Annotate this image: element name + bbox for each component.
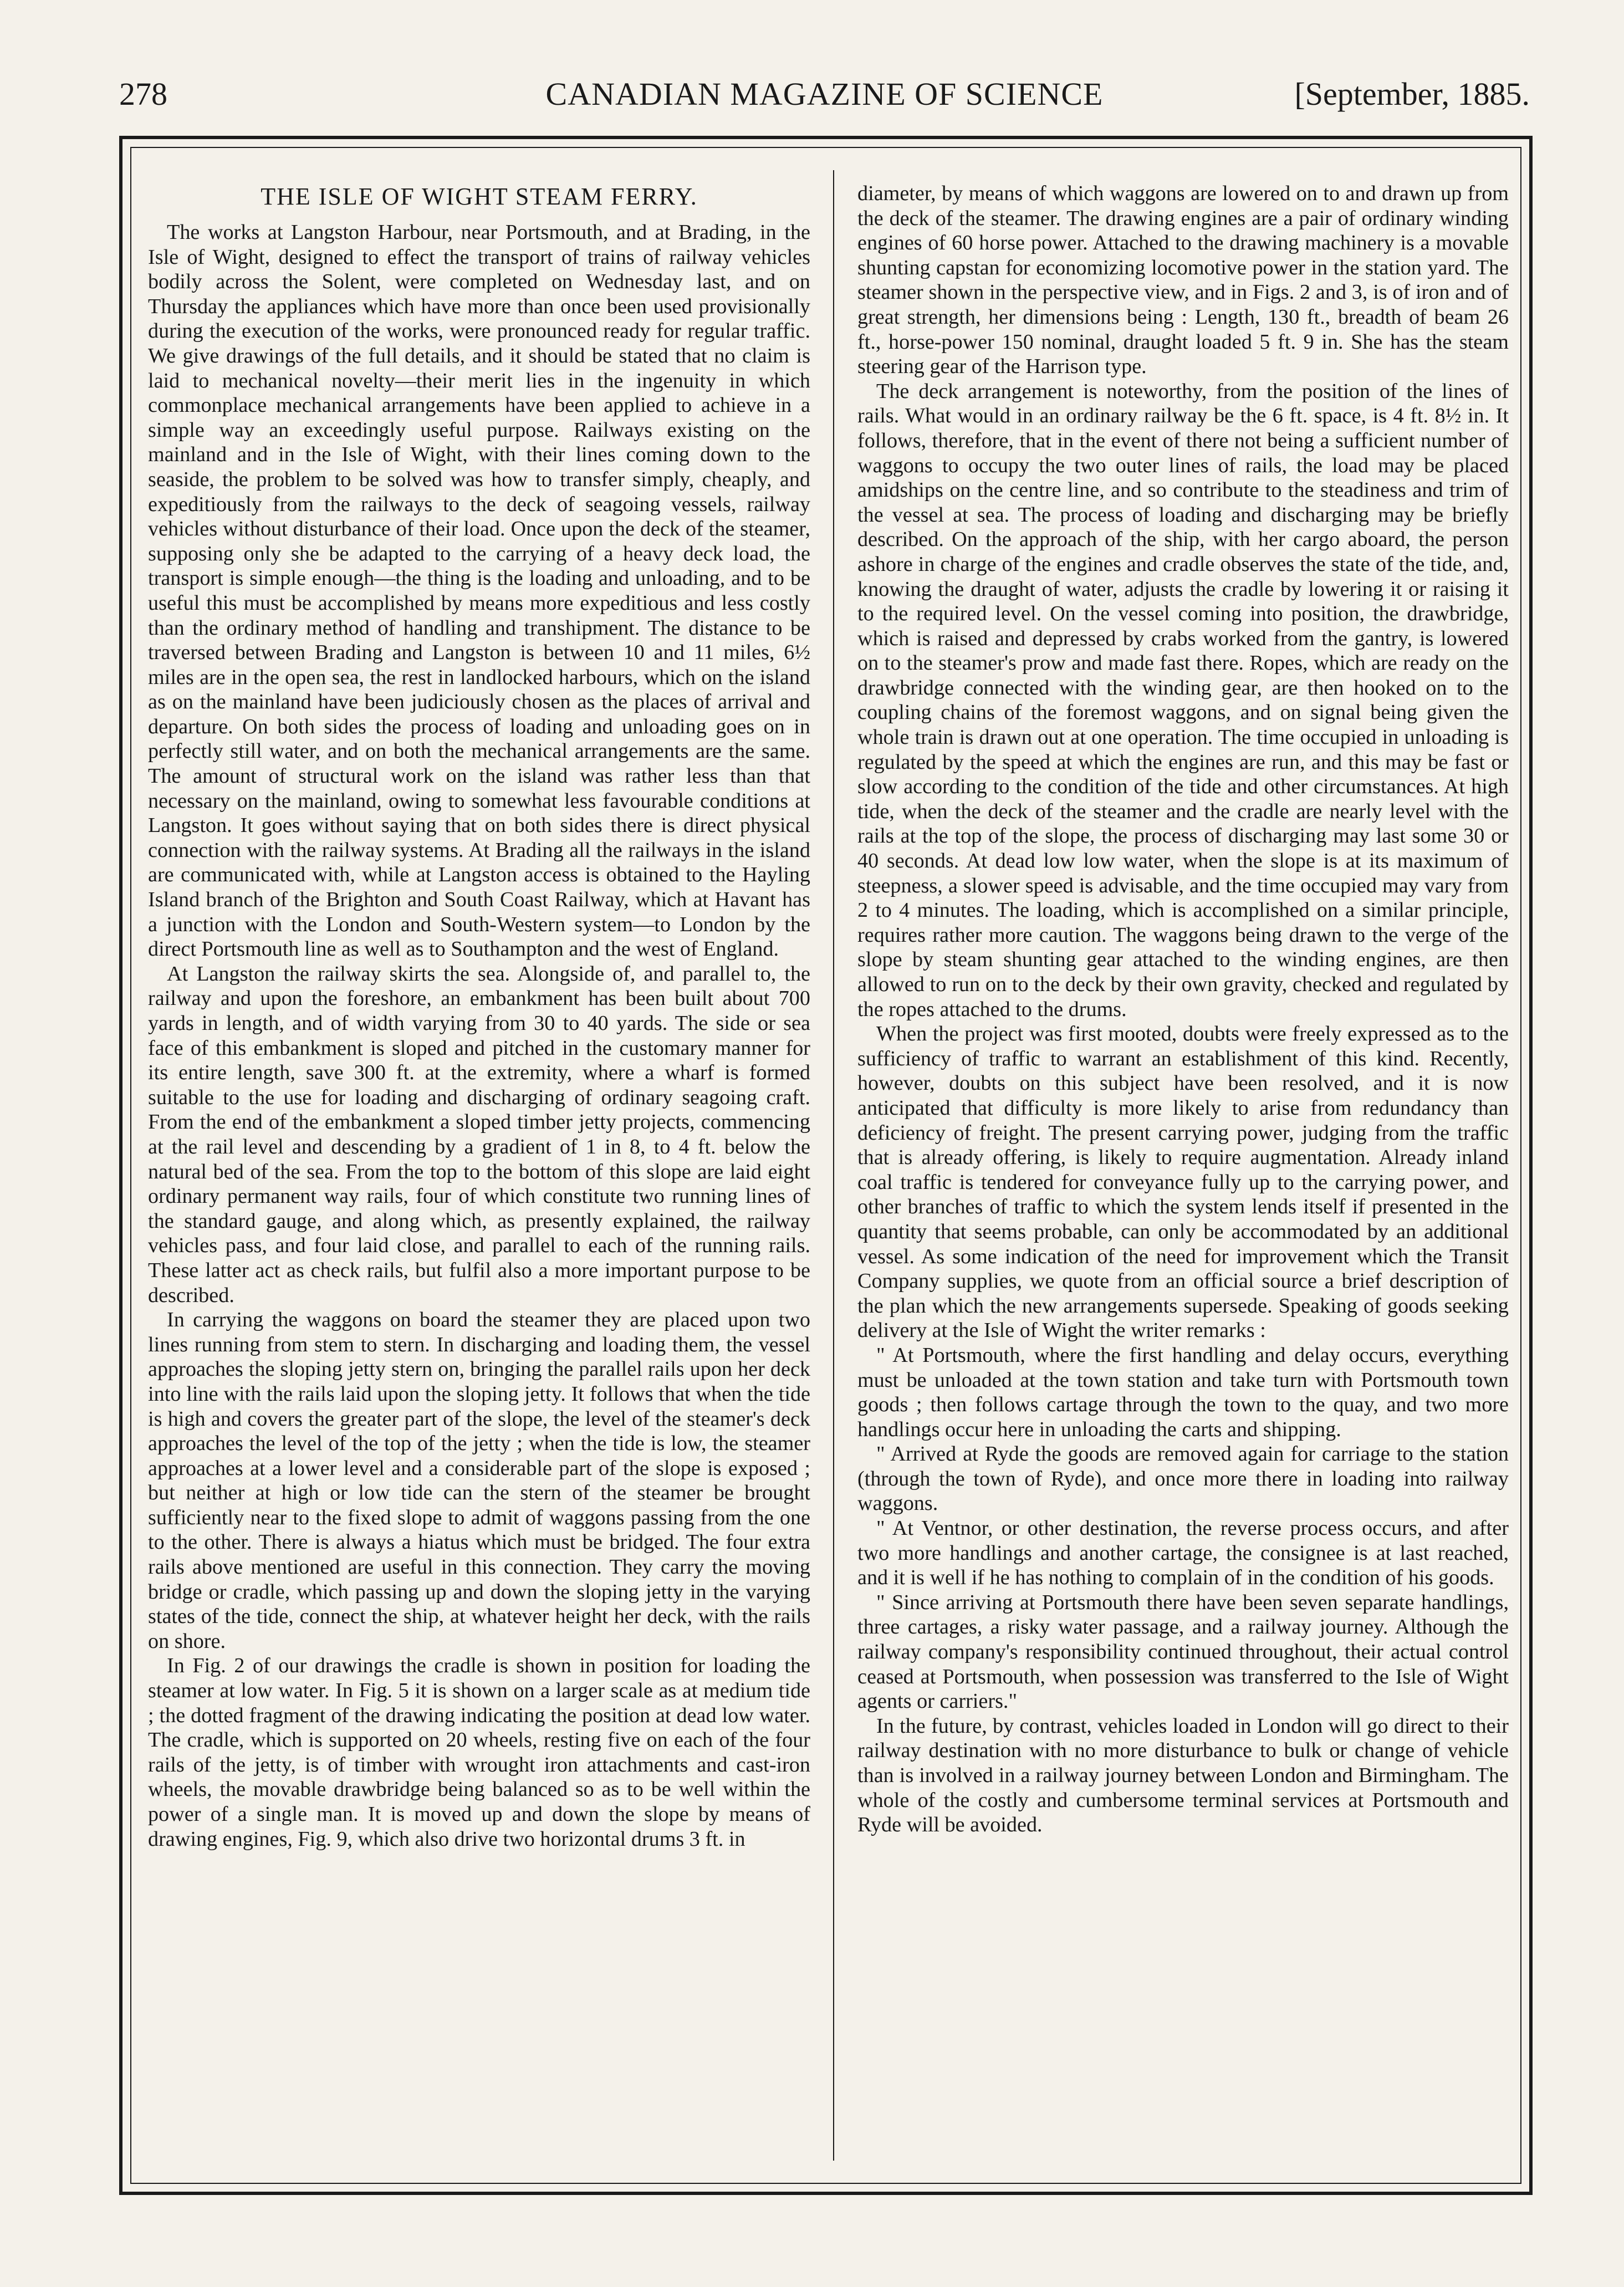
- page-number: 278: [119, 76, 167, 112]
- issue-date: [September, 1885.: [1294, 76, 1530, 112]
- paragraph: In the future, by contrast, vehicles loaded in London will go direct to their railway destination with no more disturbance to bulk or change of vehicle than is involved in a railway journey between London and Birmingham. The whole of the costly and cumbersome terminal services at Portsmouth and Ryde will be avoided.: [857, 1714, 1509, 1837]
- left-column: [148, 181, 810, 2161]
- column-divider: [833, 170, 834, 2161]
- paragraph: When the project was first mooted, doubts were freely expressed as to the sufficiency of traffic to warrant an establishment of this kind. Recently, however, doubts on this subject have been resolved, and it is now anticipated that difficulty is more likely to arise from redundancy than deficiency of freight. The present carrying power, judging from the traffic that is already offering, is likely to require augmentation. Already inland coal traffic is tendered for conveyance fully up to the carrying power, and other branches of traffic to which the system lends itself if presented in the quantity that seems probable, can only be accommodated by an additional vessel. As some indication of the need for improvement which the Transit Company supplies, we quote from an official source a brief description of the plan which the new arrangements supersede. Speaking of goods seeking delivery at the Isle of Wight the writer remarks :: [857, 1022, 1509, 1342]
- paragraph: diameter, by means of which waggons are lowered on to and drawn up from the deck of the steamer. The drawing engines are a pair of ordinary winding engines of 60 horse power. Attached to the drawing machinery is a movable shunting capstan for economizing locomotive power in the station yard. The steamer shown in the perspective view, and in Figs. 2 and 3, is of iron and of great strength, her dimensions being : Length, 130 ft., breadth of beam 26 ft., horse-power 150 nominal, draught loaded 5 ft. 9 in. She has the steam steering gear of the Harrison type.: [857, 182, 1509, 379]
- article-title: THE ISLE OF WIGHT STEAM FERRY.: [261, 183, 698, 210]
- paragraph: The deck arrangement is noteworthy, from the position of the lines of rails. What would in an ordinary railway be the 6 ft. space, is 4 ft. 8½ in. It follows, therefore, that in the event of there not being a sufficient number of waggons to occupy the two outer lines of rails, the load may be placed amidships on the centre line, and so contribute to the steadiness and trim of the vessel at sea. The process of loading and discharging may be briefly described. On the approach of the ship, with her cargo aboard, the person ashore in charge of the engines and cradle observes the state of the tide, and, knowing the draught of water, adjusts the cradle by lowering it or raising it to the required level. On the vessel coming into position, the drawbridge, which is raised and depressed by crabs worked from the gantry, is lowered on to the steamer's prow and made fast there. Ropes, which are ready on the drawbridge connected with the winding gear, are then hooked on to the coupling chains of the foremost waggons, and on signal being given the whole train is drawn out at one operation. The time occupied in unloading is regulated by the speed at which the engines are run, and this may be fast or slow according to the condition of the tide and other circumstances. At high tide, when the deck of the steamer and the cradle are nearly level with the rails at the top of the slope, the process of discharging may last some 30 or 40 seconds. At dead low low water, when the slope is at its maximum of steepness, a slower speed is advisable, and the time occupied may vary from 2 to 4 minutes. The loading, which is accomplished on a similar principle, requires rather more caution. The waggons being drawn to the verge of the slope by steam shunting gear attached to the winding engines, are then allowed to run on to the deck by their own gravity, checked and regulated by the ropes attached to the drums.: [857, 379, 1509, 1021]
- paragraph: In Fig. 2 of our drawings the cradle is shown in position for loading the steamer at low water. In Fig. 5 it is shown on a larger scale as at medium tide ; the dotted fragment of the drawing indicating the position at dead low water. The cradle, which is supported on 20 wheels, resting five on each of the four rails of the jetty, is of timber with wrought iron attachments and cast-iron wheels, the movable drawbridge being balanced so as to be well within the power of a single man. It is moved up and down the slope by means of drawing engines, Fig. 9, which also drive two horizontal drums 3 ft. in: [148, 1654, 810, 1851]
- quoted-paragraph: " Arrived at Ryde the goods are removed again for carriage to the station (through the town of Ryde), and once more there in loading into railway waggons.: [857, 1442, 1509, 1515]
- article-frame: [119, 136, 1533, 2195]
- quoted-paragraph: " Since arriving at Portsmouth there have been seven separate handlings, three cartages, a risky water passage, and a railway journey. Although the railway company's responsibility continued throughout, their actual control ceased at Portsmouth, when possession was transferred to the Isle of Wight agents or carriers.": [857, 1590, 1509, 1713]
- magazine-title: CANADIAN MAGAZINE OF SCIENCE: [545, 76, 1104, 112]
- paragraph: At Langston the railway skirts the sea. Alongside of, and parallel to, the railway and upon the foreshore, an embankment has been built about 700 yards in length, and of width varying from 30 to 40 yards. The side or sea face of this embankment is sloped and pitched in the customary manner for its entire length, save 300 ft. at the extremity, where a wharf is formed suitable to the use for loading and discharging of ordinary seagoing craft. From the end of the embankment a sloped timber jetty projects, commencing at the rail level and descending by a gradient of 1 in 8, to 4 ft. below the natural bed of the sea. From the top to the bottom of this slope are laid eight ordinary permanent way rails, four of which constitute two running lines of the standard gauge, and along which, as presently explained, the railway vehicles pass, and four laid close, and parallel to each of the running rails. These latter act as check rails, but fulfil also a more important purpose to be described.: [148, 962, 810, 1307]
- article-frame-inner: [130, 147, 1521, 2184]
- quoted-paragraph: " At Ventnor, or other destination, the reverse process occurs, and after two more handlings and another cartage, the consignee is at last reached, and it is well if he has nothing to complain of in the condition of his goods.: [857, 1517, 1509, 1590]
- paragraph: In carrying the waggons on board the steamer they are placed upon two lines running from stem to stern. In discharging and loading them, the vessel approaches the sloping jetty stern on, bringing the parallel rails upon her deck into line with the rails laid upon the sloping jetty. It follows that when the tide is high and covers the greater part of the slope, the level of the steamer's deck approaches the level of the top of the jetty ; when the tide is low, the steamer approaches at a lower level and a considerable part of the slope is exposed ; but neither at high or low tide can the stern of the steamer be brought sufficiently near to the fixed slope to admit of waggons passing from the one to the other. There is always a hiatus which must be bridged. The four extra rails above mentioned are useful in this connection. They carry the moving bridge or cradle, which passing up and down the sloping jetty in the varying states of the tide, connect the ship, at whatever height her deck, with the rails on shore.: [148, 1308, 810, 1653]
- quoted-paragraph: " At Portsmouth, where the first handling and delay occurs, everything must be unloaded at the town station and take turn with Portsmouth town goods ; then follows cartage through the town to the quay, and two more handlings occur here in unloading the carts and shipping.: [857, 1343, 1509, 1441]
- running-head: [119, 72, 1530, 116]
- right-column: [857, 181, 1509, 2161]
- paragraph: The works at Langston Harbour, near Portsmouth, and at Brading, in the Isle of Wight, designed to effect the transport of trains of railway vehicles bodily across the Solent, were completed on Wednesday last, and on Thursday the appliances which have more than once been used provisionally during the execution of the works, were pronounced ready for regular traffic. We give drawings of the full details, and it should be stated that no claim is laid to mechanical novelty—their merit lies in the ingenuity in which commonplace mechanical arrangements have been applied to achieve in a simple way an exceedingly useful purpose. Railways existing on the mainland and in the Isle of Wight, with their lines coming down to the seaside, the problem to be solved was how to transfer simply, cheaply, and expeditiously from the railways to the deck of seagoing vessels, railway vehicles without disturbance of their load. Once upon the deck of the steamer, supposing only she be adapted to the carrying of a heavy deck load, the transport is simple enough—the thing is the loading and unloading, and to be useful this must be accomplished by means more expeditious and less costly than the ordinary method of handling and transhipment. The distance to be traversed between Brading and Langston is between 10 and 11 miles, 6½ miles are in the open sea, the rest in landlocked harbours, which on the island as on the mainland have been judiciously chosen as the places of arrival and departure. On both sides the process of loading and unloading goes on in perfectly still water, and on both the mechanical arrangements are the same. The amount of structural work on the island was rather less than that necessary on the mainland, owing to somewhat less favourable conditions at Langston. It goes without saying that on both sides there is direct physical connection with the railway systems. At Brading all the railways in the island are communicated with, while at Langston access is obtained to the Hayling Island branch of the Brighton and South Coast Railway, which at Havant has a junction with the London and South-Western system—to London by the direct Portsmouth line as well as to Southampton and the west of England.: [148, 221, 810, 961]
